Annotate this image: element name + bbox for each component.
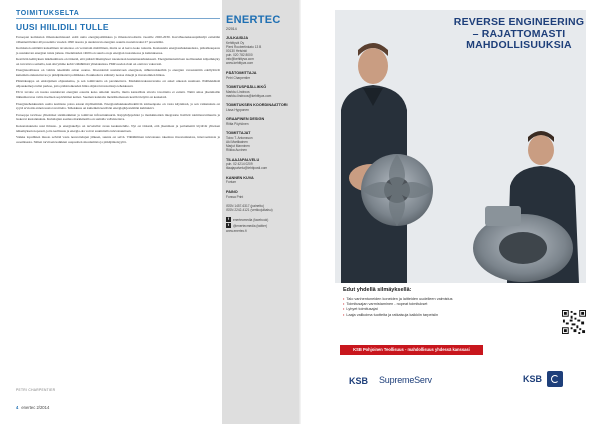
masthead-section-publisher: [226, 36, 292, 65]
ksb-advertisement: [301, 0, 600, 424]
masthead-line: puh. 020 782 8000: [226, 53, 253, 58]
masthead-line: Lissa Hypponen: [226, 107, 249, 112]
brand-bar: [335, 368, 586, 394]
article-byline: PETRI CHARPENTIER: [16, 388, 56, 392]
masthead-section-coordinator: [226, 103, 292, 112]
masthead-line: Riitta Pöyhönen: [226, 121, 249, 126]
issn-line: ISSN 1457-6317 (painettu): [226, 203, 264, 208]
masthead-section-managing-editor: [226, 85, 292, 98]
list-item: [343, 313, 493, 317]
paragraph: Vaikka lopullinen muoto selviää vasta neuvottelujen jälkeen, suunta on selvä. Vähähiilinen tulevaisuus rakentuu investoinneista, innovaatioista ja osaamisesta. Siihen tarvitaan kaikkien osapuolten sitoutumista ja pitkäjänteisyyttä.: [16, 134, 220, 144]
masthead-section-printing: [226, 190, 292, 199]
masthead-heading: TOIMITUKSEN KOORDINAATTORI: [226, 102, 288, 107]
bullet-text: Talo vanhentuneiden koneiden ja laitteiden uudelleen valmistus: [346, 297, 453, 301]
ad-photo: [335, 10, 586, 283]
social-handle: @enertecmedia (twitter): [233, 223, 268, 228]
qr-code-icon[interactable]: [562, 310, 586, 334]
masthead-line: Pieni Roobertinkatu 13 B: [226, 45, 262, 50]
benefits-title: Edut yhdellä silmäyksellä:: [343, 287, 412, 293]
masthead-section-journalists: [226, 131, 292, 152]
masthead-heading: PAINO: [226, 189, 238, 194]
masthead-heading: TOIMITUSPÄÄLLIKKÖ: [226, 84, 267, 89]
masthead-heading: TOIMITTAJAT: [226, 131, 251, 136]
masthead-line: Riikka Auvinen: [226, 148, 247, 153]
masthead-column: [222, 0, 298, 424]
masthead-line: www.kehittyva.com: [226, 61, 254, 66]
bullet-marker-icon: •: [343, 302, 345, 307]
bullet-marker-icon: •: [343, 307, 345, 312]
cta-banner[interactable]: KSB Pohjoinen Teollisuus - mahdollisuus yhdessä kanssasi: [340, 345, 483, 355]
masthead-section-editor-in-chief: [226, 71, 292, 80]
masthead-issn: [226, 204, 292, 212]
masthead-heading: JULKAISIJA: [226, 36, 249, 41]
masthead-social: [226, 217, 292, 233]
paragraph: Kokonaisuutena uusi ilmasto- ja energiakehys on tervetullut avaus keskustelulle. Nyt on tärkeää, että jäsenmaat ja parlamentti löytävät yhteisen näkemyksen nopeasti, jotta teollisuus ja energia-ala voivat suunnitella tulevaisuuttaan.: [16, 123, 220, 133]
social-facebook[interactable]: [226, 217, 292, 222]
folio-title: enertec 2/2014: [21, 405, 50, 410]
ksb-logo: KSB: [349, 376, 369, 386]
ksb-logo-right: KSB: [523, 374, 543, 384]
supremeserv-logo: SupremeServ: [379, 375, 432, 385]
masthead-issue: 2/2014: [226, 27, 237, 31]
masthead-line: puh. 02 4214 0209: [226, 162, 253, 167]
paragraph: EU:n tavoite on nostaa uusiutuvan energian osuutta koko unionin tasolla, mutta kansallisia sitovia tavoitteita ei esitetä. Tämä antaa jäsenmaille liikkumavaraa valita itselleen sopivimmat keinot. Suomen kannalta metsäbiomassan kestävä käyttö on keskeistä.: [16, 90, 220, 100]
masthead-logo: ENERTEC: [226, 14, 281, 26]
masthead-heading: TILAAJAPALVELU: [226, 157, 260, 162]
masthead-line: Aki Martikainen: [226, 140, 248, 145]
bullet-text: Toimitusajan varmistaminen - nopeat toimitukset: [346, 302, 428, 307]
masthead-line: tilaajapalvelu@lehtiposti.com: [226, 166, 268, 171]
masthead-line: 00130 Helsinki: [226, 49, 247, 54]
ad-headline: REVERSE ENGINEERING – RAJATTOMASTI MAHDOLLISUUKSIA: [453, 16, 585, 51]
section-kicker: TOIMITUKSELTA: [16, 10, 220, 19]
bullet-text: Laaja valikoima tuotteita ja ratkaisuja kaikkiin tarpeisiin: [346, 312, 439, 317]
masthead-line: Marjut Manninen: [226, 144, 250, 149]
page-folio: [16, 405, 49, 410]
masthead-line: Petri Charpentier: [226, 75, 251, 80]
masthead-line: markku.lindroos@kehittyva.com: [226, 93, 272, 98]
paragraph: Kestävän kehityksen näkökulmasta on tärkeää, että päästövähennykset toteutetaan kustannustehokkaasti. Energiaintensiivisen teollisuuden kilpailukyky on turvattava samalla, kun siirrymme kohti vähähiilistä yhteiskuntaa. Hiilivuodon riski on otettava vakavasti.: [16, 57, 220, 66]
masthead-line: Fortum: [226, 180, 237, 185]
masthead-heading: PÄÄTOIMITTAJA: [226, 70, 257, 75]
masthead-heading: GRAAFINEN DESIGN: [226, 117, 265, 122]
paragraph: Eurooppa tarvitsee yhtenäiset sisämarkkinat ja toimivan infrastruktuurin. Rajayhdysjohdot ja markkinoiden integraatio lisäävät toimitusvarmuutta ja laskevat kustannuksia. Kuluttajien asemaa markkinoilla on samalla vahvistettava.: [16, 112, 220, 122]
masthead-line: Markku Lindroos: [226, 89, 250, 94]
twitter-icon: t: [227, 223, 230, 228]
masthead-section-graphic-design: [226, 117, 292, 126]
bullet-text: Lyhyet toimitusajat: [346, 307, 378, 312]
article-body: [16, 35, 220, 144]
masthead-line: Forssa Print: [226, 194, 244, 199]
paragraph: Energiateollisuus on valmis tekemään oman osansa. Investoinnit uusiutuvaan energiaan, sähköverkkoihin ja energian varastointiin edellyttävät kuitenkin ennustettavaa ja pitkäjänteistä politiikkaa. Poukkoileva sääntely nostaa riskejä ja investointien hintaa.: [16, 68, 220, 78]
bullet-marker-icon: •: [343, 312, 345, 317]
paragraph: Energiatehokkuuden osalta komissio palaa asiaan myöhemmin. Energiatehokkuusdirektiivin toimeenpano on vasta käynnissä, ja sen vaikutuksia on syytä arvioida ennen uusia tavoitteita. Tehokkuus on kuitenkin kestävän energiajärjestelmän kulmakivi.: [16, 101, 220, 111]
paragraph: Euroopan komission ilmastokomissaari esitti uutta energiapolitiikkaa ja ilmastotavoitteita vuosille 2020-2030. Kasvihuonekaasupäästöjä esitetään vähennettäväksi 40 prosenttia vuoden 1990 tasosta ja uusiutuvan energian osuutta nostettavaksi 27 prosenttiin.: [16, 35, 220, 44]
masthead-section-cover-photo: [226, 176, 292, 185]
social-twitter[interactable]: [226, 223, 292, 228]
facebook-icon: f: [227, 217, 230, 222]
issn-line: ISSN 2242-4121 (verkkojulkaisu): [226, 207, 273, 212]
social-handle: enertecmedia (facebook): [233, 217, 269, 222]
bullet-marker-icon: •: [343, 297, 345, 301]
editorial-article: [16, 10, 220, 414]
paragraph: Päästökauppa on ensisijainen ohjauskeino, ja sen toimivuutta on parannettava. Markkinavakausvaranto on askel oikeaan suuntaan. Päällekkäisiä ohjauskeinoja tulisi purkaa, jotta päästöoikeuden hinta ohjaisi investointeja tehokkaasti.: [16, 79, 220, 89]
article-headline: UUSI HIILIDILI TULLE: [16, 22, 109, 32]
masthead-line: Kehittyvä Oy: [226, 40, 245, 45]
page-number: 4: [16, 405, 19, 410]
paragraph: Komission esittämä kansallinen tavoitetaso on verrattain maltillinen, mutta se ei kerro koko totuutta. Keskustelu energiatehokkuudesta, päästökaupasta ja uusiutuvan energian tuista jatkuu. Jäsenmaiden välillä on suuria eroja energian tuotannossa ja kulutuksessa.: [16, 46, 220, 55]
masthead-heading: KANNEN KUVA: [226, 175, 254, 180]
ksb-emblem-icon: [547, 371, 563, 387]
benefits-list: [343, 297, 493, 317]
masthead-section-subscriptions: [226, 158, 292, 171]
masthead-line: Toivo T. Antonsson: [226, 135, 253, 140]
website-link[interactable]: www.enertec.fi: [226, 229, 247, 234]
masthead-line: info@kehittyva.com: [226, 57, 254, 62]
